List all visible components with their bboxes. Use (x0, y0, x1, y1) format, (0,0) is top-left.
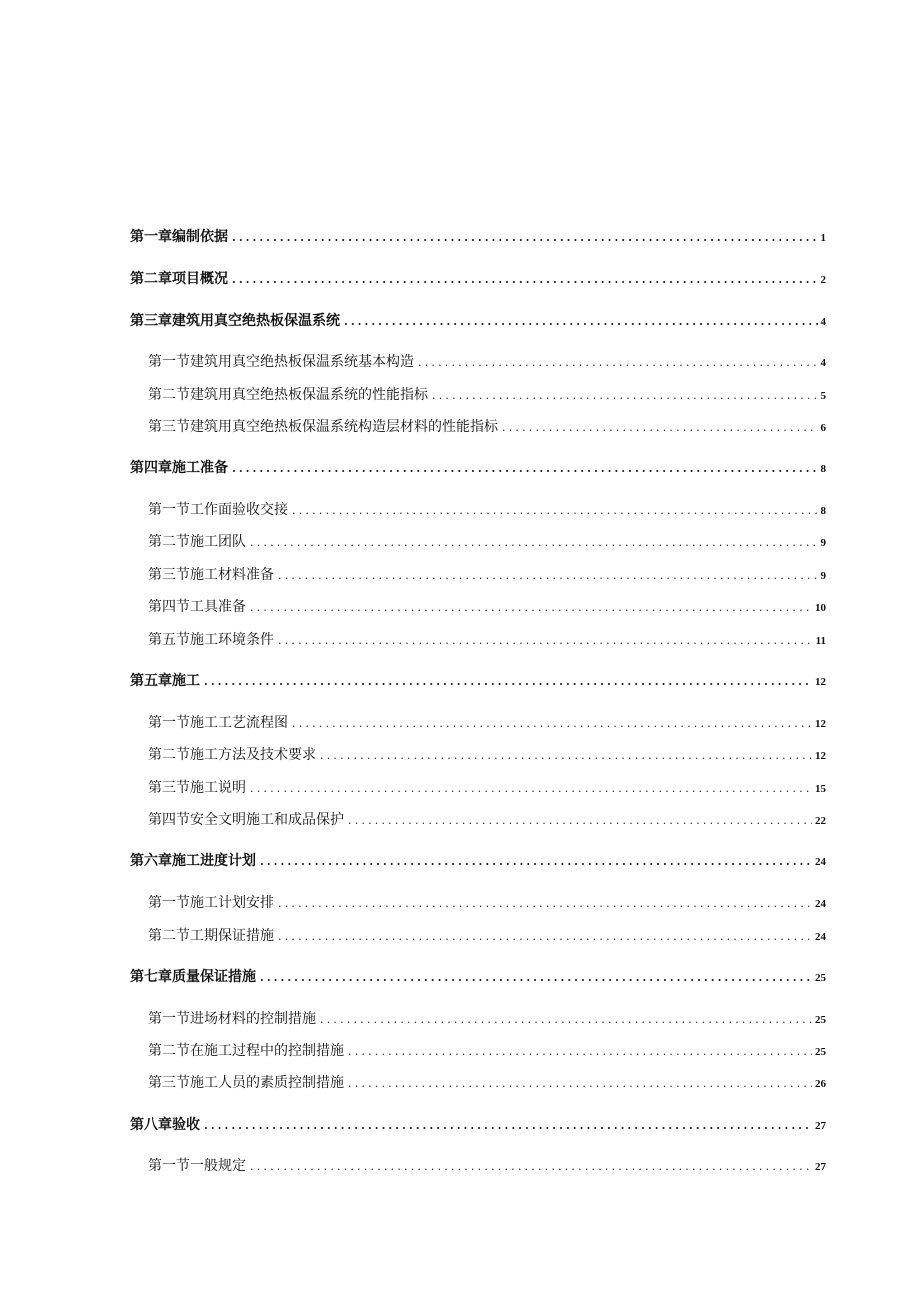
toc-entry-section[interactable] (148, 925, 826, 945)
toc-entry-title: 第一节进场材料的控制措施 (148, 1011, 316, 1027)
toc-entry-section[interactable] (148, 531, 826, 551)
toc-page-number: 2 (820, 274, 826, 286)
toc-entry-chapter-8[interactable] (130, 1114, 826, 1134)
toc-entry-title: 第一节施工计划安排 (148, 895, 274, 911)
toc-page-number: 11 (815, 635, 826, 647)
toc-entry-title: 第三节施工说明 (148, 780, 246, 796)
toc-entry-title: 第二章项目概况 (130, 271, 228, 287)
toc-page-number: 9 (820, 570, 826, 582)
toc-entry-title: 第五章施工 (130, 673, 200, 689)
dot-leader (204, 675, 812, 688)
toc-entry-title: 第三节建筑用真空绝热板保温系统构造层材料的性能指标 (148, 419, 498, 435)
toc-entry-section[interactable] (148, 564, 826, 584)
toc-entry-title: 第五节施工环境条件 (148, 632, 274, 648)
toc-entry-chapter-4[interactable] (130, 457, 826, 477)
toc-entry-section[interactable] (148, 744, 826, 764)
toc-entry-section[interactable] (148, 712, 826, 732)
toc-page-number: 10 (815, 602, 826, 614)
toc-entry-section[interactable] (148, 892, 826, 912)
toc-entry-title: 第三章建筑用真空绝热板保温系统 (130, 313, 340, 329)
toc-entry-section[interactable] (148, 1008, 826, 1028)
toc-entry-section[interactable] (148, 1040, 826, 1060)
toc-page-number: 24 (815, 898, 826, 910)
toc-entry-title: 第三节施工人员的素质控制措施 (148, 1075, 344, 1091)
toc-entry-chapter-3[interactable] (130, 310, 826, 330)
toc-page-number: 12 (815, 718, 826, 730)
toc-page-number: 24 (815, 856, 826, 868)
toc-entry-title: 第二节施工方法及技术要求 (148, 747, 316, 763)
dot-leader (260, 971, 812, 984)
dot-leader (344, 315, 818, 328)
toc-entry-title: 第二节在施工过程中的控制措施 (148, 1043, 344, 1059)
toc-page-number: 12 (815, 676, 826, 688)
dot-leader (418, 356, 818, 369)
dot-leader (278, 897, 812, 910)
dot-leader (292, 717, 812, 730)
dot-leader (250, 601, 812, 614)
toc-page-number: 4 (820, 357, 826, 369)
toc-entry-title: 第一节工作面验收交接 (148, 502, 288, 518)
toc-page-number: 8 (820, 463, 826, 475)
toc-page-number: 4 (820, 316, 826, 328)
dot-leader (260, 855, 812, 868)
toc-entry-section[interactable] (148, 629, 826, 649)
toc-entry-title: 第一节一般规定 (148, 1158, 246, 1174)
toc-page-number: 27 (815, 1161, 826, 1173)
toc-entry-title: 第二节工期保证措施 (148, 928, 274, 944)
toc-entry-chapter-7[interactable] (130, 966, 826, 986)
toc-page-number: 26 (815, 1078, 826, 1090)
dot-leader (348, 814, 812, 827)
dot-leader (232, 462, 818, 475)
dot-leader (320, 1013, 812, 1026)
toc-entry-section[interactable] (148, 1072, 826, 1092)
toc-entry-section[interactable] (148, 809, 826, 829)
toc-entry-section[interactable] (148, 499, 826, 519)
toc-entry-title: 第一节施工工艺流程图 (148, 715, 288, 731)
toc-page-number: 5 (820, 390, 826, 402)
dot-leader (232, 273, 818, 286)
toc-entry-section[interactable] (148, 416, 826, 436)
toc-page-number: 22 (815, 815, 826, 827)
dot-leader (278, 930, 812, 943)
toc-entry-section[interactable] (148, 596, 826, 616)
toc-entry-chapter-6[interactable] (130, 850, 826, 870)
toc-page-number: 15 (815, 783, 826, 795)
toc-entry-title: 第二节施工团队 (148, 534, 246, 550)
toc-entry-section[interactable] (148, 1155, 826, 1175)
dot-leader (278, 569, 818, 582)
toc-page-number: 27 (815, 1120, 826, 1132)
dot-leader (204, 1119, 812, 1132)
dot-leader (250, 536, 818, 549)
dot-leader (348, 1077, 812, 1090)
toc-entry-section[interactable] (148, 351, 826, 371)
toc-entry-chapter-1[interactable] (130, 226, 826, 246)
toc-entry-title: 第一节建筑用真空绝热板保温系统基本构造 (148, 354, 414, 370)
toc-entry-chapter-2[interactable] (130, 268, 826, 288)
toc-entry-section[interactable] (148, 384, 826, 404)
toc-entry-title: 第二节建筑用真空绝热板保温系统的性能指标 (148, 387, 428, 403)
toc-entry-title: 第四章施工准备 (130, 460, 228, 476)
toc-entry-title: 第六章施工进度计划 (130, 853, 256, 869)
dot-leader (250, 1160, 812, 1173)
dot-leader (250, 782, 812, 795)
toc-page-number: 12 (815, 750, 826, 762)
dot-leader (292, 504, 818, 517)
dot-leader (320, 749, 812, 762)
toc-page-number: 24 (815, 931, 826, 943)
toc-entry-title: 第一章编制依据 (130, 229, 228, 245)
dot-leader (432, 389, 818, 402)
toc-entry-title: 第七章质量保证措施 (130, 969, 256, 985)
toc-page-number: 8 (820, 505, 826, 517)
toc-page-number: 1 (820, 232, 826, 244)
toc-page-number: 6 (820, 422, 826, 434)
toc-page-number: 25 (815, 1014, 826, 1026)
dot-leader (232, 231, 818, 244)
toc-entry-title: 第四节安全文明施工和成品保护 (148, 812, 344, 828)
toc-entry-title: 第三节施工材料准备 (148, 567, 274, 583)
toc-page-number: 25 (815, 972, 826, 984)
toc-page-number: 9 (820, 537, 826, 549)
dot-leader (502, 421, 818, 434)
toc-page-number: 25 (815, 1046, 826, 1058)
toc-entry-title: 第八章验收 (130, 1117, 200, 1133)
toc-entry-title: 第四节工具准备 (148, 599, 246, 615)
dot-leader (348, 1045, 812, 1058)
dot-leader (278, 634, 813, 647)
toc-entry-section[interactable] (148, 777, 826, 797)
toc-entry-chapter-5[interactable] (130, 670, 826, 690)
